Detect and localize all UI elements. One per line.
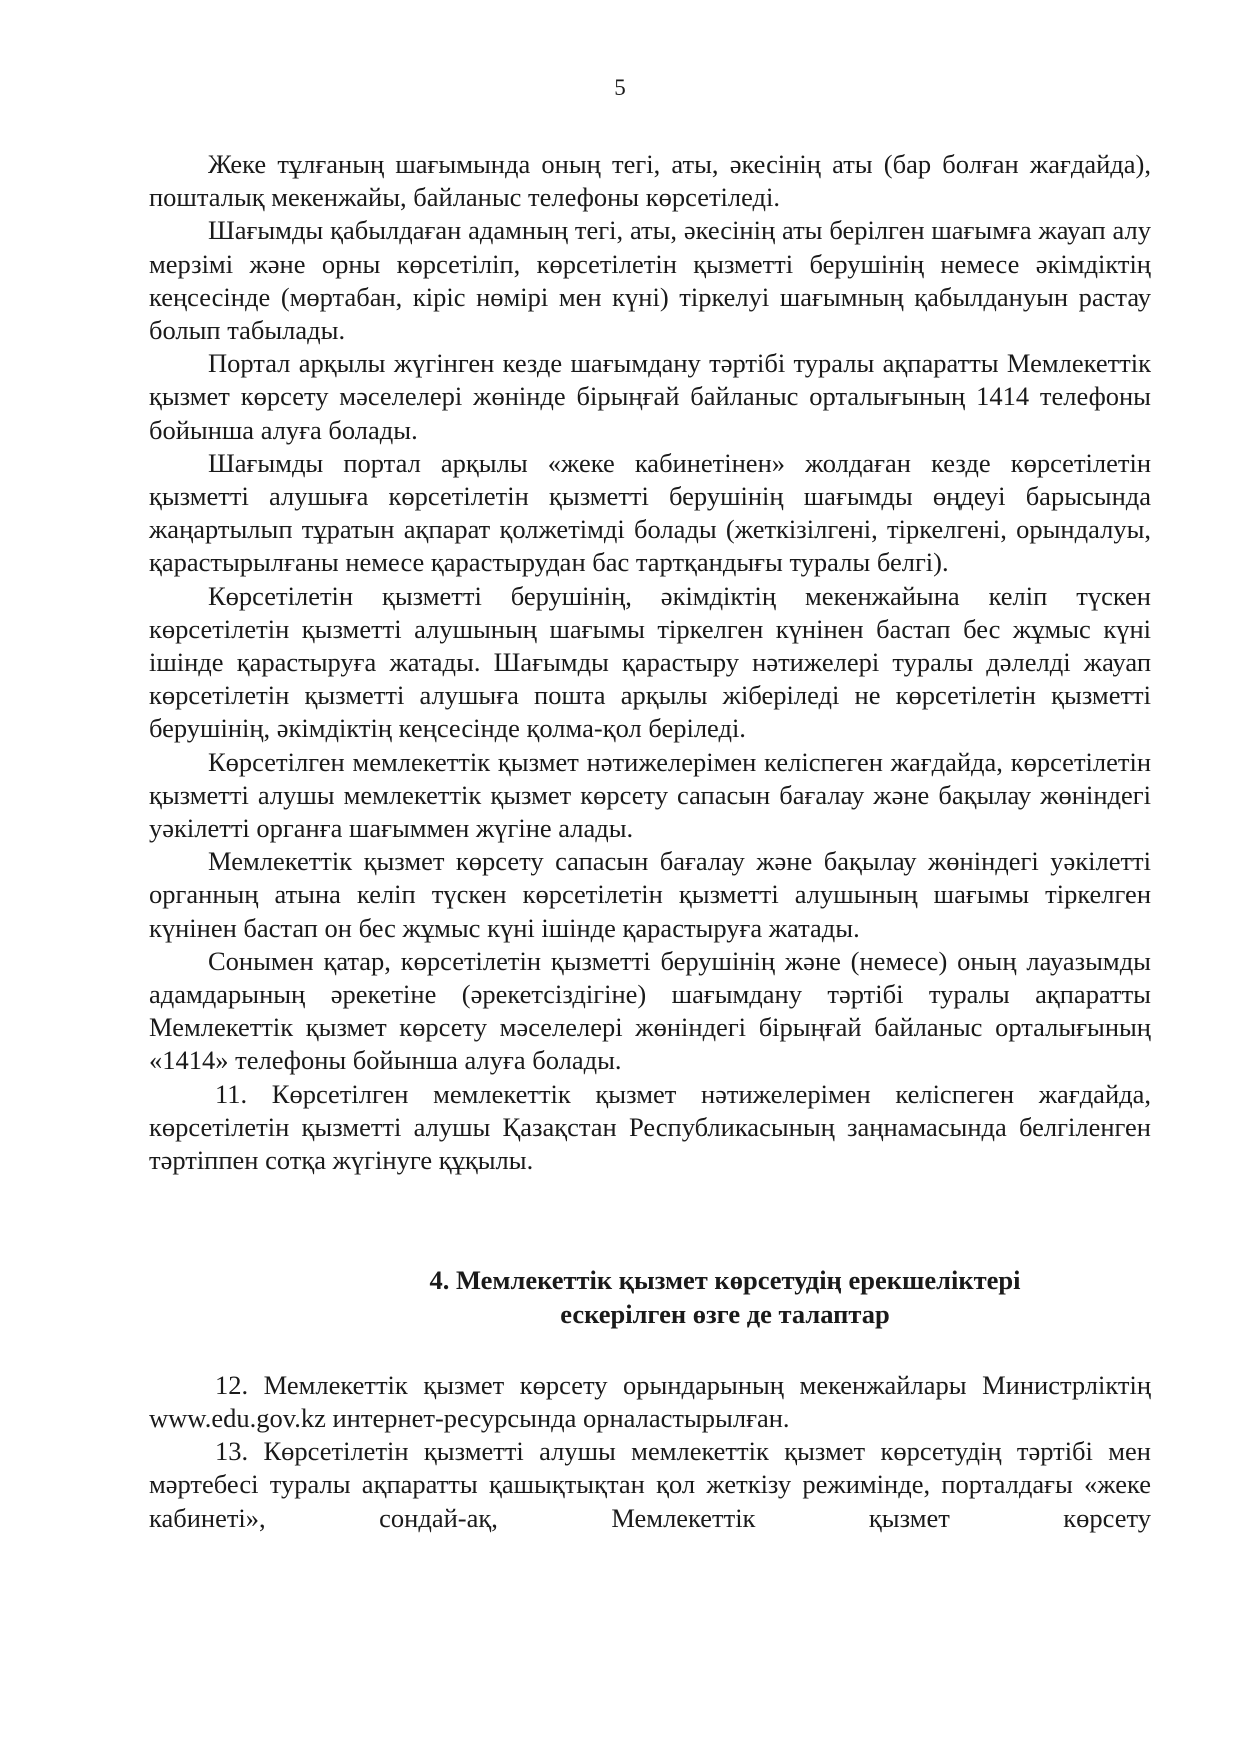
paragraph-review-period: Көрсетілетін қызметті берушінің, әкімдіктің мекенжайына келіп түскен көрсетілетін қызметті алушының шағымы тіркелген күнінен бастап бес жұмыс күні ішінде қарастыруға жатады. Шағымды қарастыру нәтижелері туралы дәлелді жауап көрсетілетін қызметті алушыға пошта арқылы жіберіледі не көрсетілетін қызметті берушінің, әкімдіктің кеңсесінде қолма-қол беріледі. (149, 580, 1151, 744)
paragraph-authorized-body: Мемлекеттік қызмет көрсету сапасын бағалау және бақылау жөніндегі уәкілетті органның атына келіп түскен көрсетілетін қызметті алушының шағымы тіркелген күнінен бастап он бес жұмыс күні ішінде қарастыруға жатады. (149, 846, 1151, 943)
paragraph-complaint-details: Жеке тұлғаның шағымында оның тегі, аты, әкесінің аты (бар болған жағдайда), пошталық мекенжайы, байланыс телефоны көрсетіледі. (149, 149, 1151, 213)
document-body (149, 148, 1151, 1535)
section-heading (149, 1264, 1151, 1330)
paragraph-complaint-registration: Шағымды қабылдаған адамның тегі, аты, әкесінің аты берілген шағымға жауап алу мерзімі және орны көрсетіліп, көрсетілетін қызметті берушінің немесе әкімдіктің кеңсесінде (мөртабан, кіріс нөмірі мен күні) тіркелуі шағымның қабылдануын растау болып табылады. (149, 215, 1151, 346)
paragraph-portal-info: Портал арқылы жүгінген кезде шағымдану тәртібі туралы ақпаратты Мемлекеттік қызмет көрсету мәселелері жөнінде бірыңғай байланыс орталығының 1414 телефоны бойынша алуға болады. (149, 348, 1151, 445)
paragraph-personal-cabinet: Шағымды портал арқылы «жеке кабинетінен» жолдаған кезде көрсетілетін қызметті алушыға көрсетілетін қызметті берушінің шағымды өңдеуі барысында жаңартылып тұратын ақпарат қолжетімді болады (жеткізілгені, тіркелгені, орындалуы, қарастырылғаны немесе қарастырудан бас тартқандығы туралы белгі). (149, 447, 1151, 578)
paragraph-item-11: 11. Көрсетілген мемлекеттік қызмет нәтижелерімен келіспеген жағдайда, көрсетілетін қызметті алушы Қазақстан Республикасының заңнамасында белгіленген тәртіппен сотқа жүгінуге құқылы. (149, 1078, 1151, 1176)
paragraph-contact-center: Сонымен қатар, көрсетілетін қызметті берушінің және (немесе) оның лауазымды адамдарының әрекетіне (әрекетсіздігіне) шағымдану тәртібі туралы ақпаратты Мемлекеттік қызмет көрсету мәселелері жөніндегі бірыңғай байланыс орталығының «1414» телефоны бойынша алуға болады. (149, 945, 1151, 1076)
paragraph-disagreement: Көрсетілген мемлекеттік қызмет нәтижелерімен келіспеген жағдайда, көрсетілетін қызметті алушы мемлекеттік қызмет көрсету сапасын бағалау және бақылау жөніндегі уәкілетті органға шағыммен жүгіне алады. (149, 746, 1151, 844)
section-heading-line1: 4. Мемлекеттік қызмет көрсетудің ерекшеліктері (429, 1265, 1021, 1296)
page-number: 5 (614, 75, 626, 100)
section-heading-line2: ескерілген өзге де талаптар (560, 1298, 890, 1329)
paragraph-item-13: 13. Көрсетілетін қызметті алушы мемлекеттік қызмет көрсетудің тәртібі мен мәртебесі туралы ақпаратты қашықтықтан қол жеткізу режимінде, порталдағы «жеке кабинеті», сондай-ақ, Мемлекеттік қызмет көрсету (149, 1436, 1151, 1533)
paragraph-item-12: 12. Мемлекеттік қызмет көрсету орындарының мекенжайлары Министрліктің www.edu.gov.kz интернет-ресурсында орналастырылған. (149, 1369, 1151, 1433)
